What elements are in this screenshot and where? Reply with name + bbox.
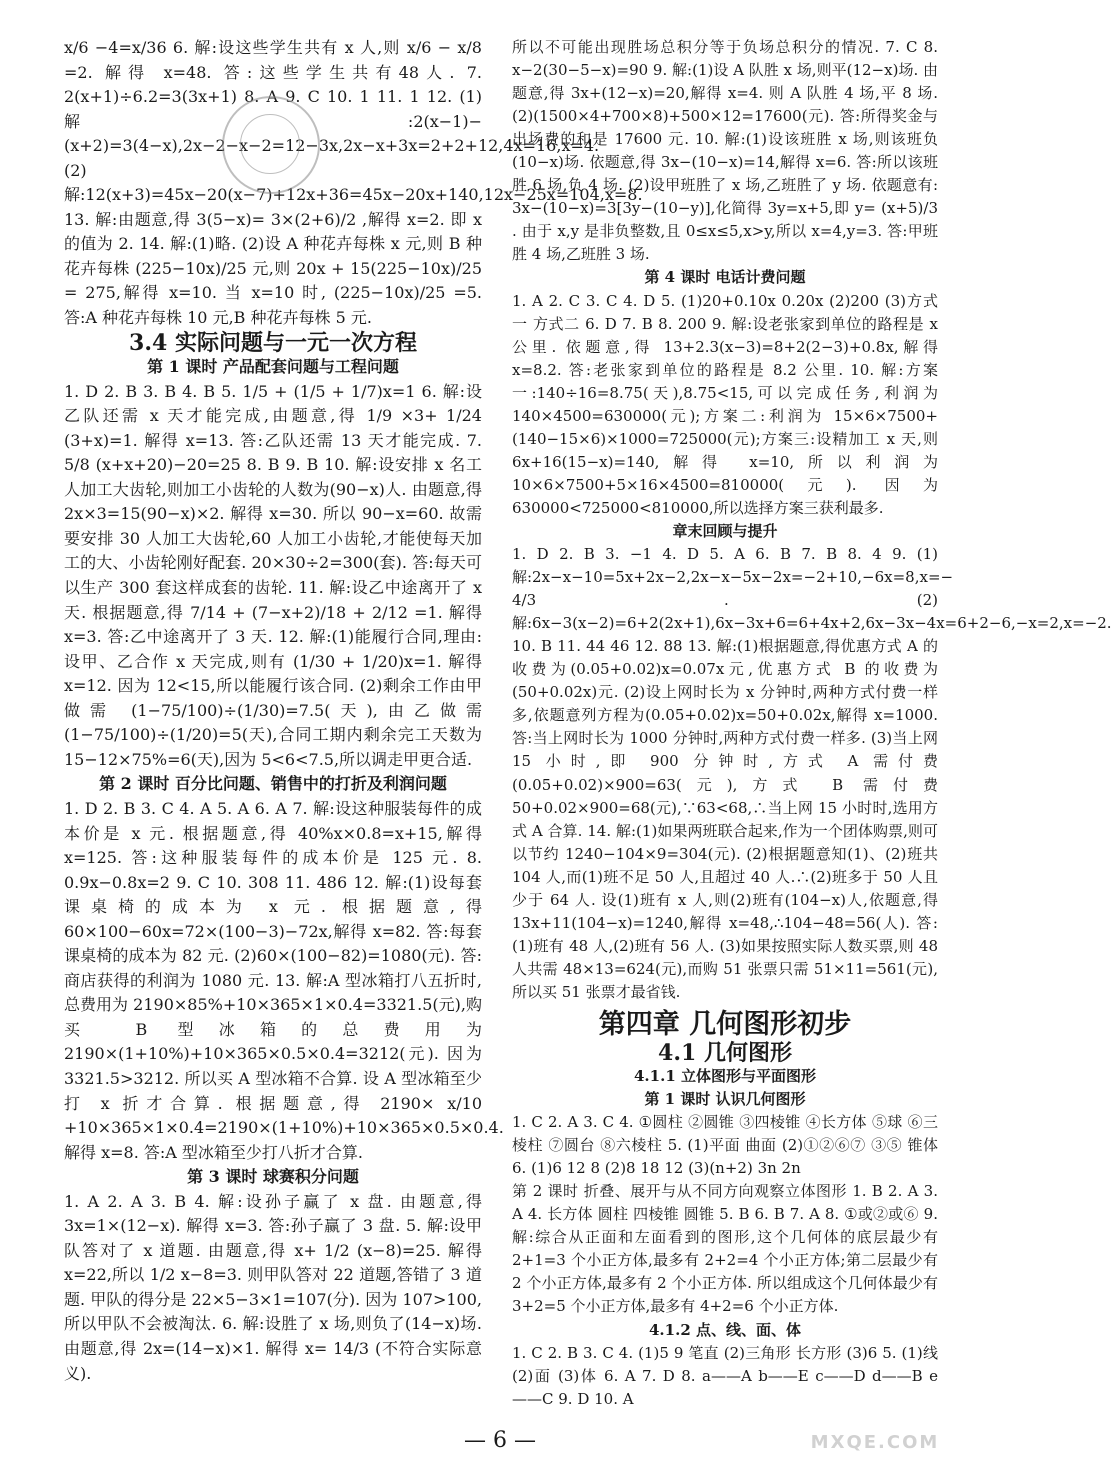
section-heading: 3.4 实际问题与一元一次方程	[129, 329, 417, 356]
left-column	[64, 36, 643, 1386]
stamp-seal	[222, 96, 320, 194]
chapter-heading: 第四章 几何图形初步	[598, 1008, 852, 1040]
section-heading: 4.1 几何图形	[658, 1039, 792, 1066]
answer-paragraph: 1. A 2. A 3. B 4. 解:设孙子赢了 x 盘. 由题意,得 3x=1×(12−x). 解得 x=3. 答:孙子赢了 3 盘. 5. 解:设甲队答对了 x 道题. 由题意,得 x+ 1/2 (x−8)=25. 解得 x=22,所以 1/2 x−8=3. 则甲队答对 22 道题,答错了 3 道题. 甲队的得分是 22×5−3×1=107(分). 因为 107>100,所以甲队不会被淘汰. 6. 解:设胜了 x 场,则负了(14−x)场. 由题意,得 2x=(14−x)×1. 解得 x= 14/3 (不符合实际意义).	[64, 1191, 482, 1383]
right-column	[512, 36, 1112, 1411]
lesson-heading: 第 1 课时 认识几何图形	[644, 1090, 806, 1109]
lesson-heading: 4.1.2 点、线、面、体	[649, 1320, 801, 1339]
answer-paragraph: 1. A 2. C 3. C 4. D 5. (1)20+0.10x 0.20x (2)200 (3)方式一 方式二 6. D 7. B 8. 200 9. 解:设老张家到单位的路程是 x 公里. 依题意,得 13+2.3(x−3)=8+2(2−3)+0.8x,解得 x=8.2. 答:老张家到单位的路程是 8.2 公里. 10. 解:方案一:140÷16=8.75(天),8.75<15,可以完成任务,利润为 140×4500=630000(元);方案二:利润为 15×6×7500+(140−15×6)×1000=725000(元);方案三:设精加工 x 天,则 6x+16(15−x)=140,解得 x=10,所以利润为 10×6×7500+5×16×4500=810000(元). 因为 630000<725000<810000,所以选择方案三获利最多.	[512, 291, 938, 517]
lesson-heading: 章末回顾与提升	[672, 521, 778, 540]
answer-paragraph: 1. D 2. B 3. C 4. A 5. A 6. A 7. 解:设这种服装每件的成本价是 x 元. 根据题意,得 40%x×0.8=x+15,解得 x=125. 答:这种服装每件的成本价是 125 元. 8. 0.9x−0.8x=2 9. C 10. 308 11. 486 12. 解:(1)设每套课桌椅的成本为 x 元. 根据题意,得 60×100−60x=72×(100−3)−72x,解得 x=82. 答:每套课桌椅的成本为 82 元. (2)60×(100−82)=1080(元). 答:商店获得的利润为 1080 元. 13. 解:A 型冰箱打八五折时,总费用为 2190×85%+10×365×1×0.4=3321.5(元),购买 B 型冰箱的总费用为 2190×(1+10%)+10×365×0.5×0.4=3212(元). 因为 3321.5>3212. 所以买 A 型冰箱不合算. 设 A 型冰箱至少打 x 折才合算. 根据题意,得 2190× x/10 +10×365×1×0.4=2190×(1+10%)+10×365×0.5×0.4. 解得 x=8. 答:A 型冰箱至少打八折才合算.	[64, 798, 504, 1162]
answer-paragraph: 1. D 2. B 3. B 4. B 5. 1/5 + (1/5 + 1/7)x=1 6. 解:设乙队还需 x 天才能完成,由题意,得 1/9 ×3+ 1/24 (3+x)=1. 解得 x=13. 答:乙队还需 13 天才能完成. 7. 5/8 (x+x+20)−20=25 8. B 9. B 10. 解:设安排 x 名工人加工大齿轮,则加工小齿轮的人数为(90−x)人. 由题意,得 2x×3=15(90−x)×2. 解得 x=30. 所以 90−x=60. 故需要安排 30 人加工大齿轮,60 人加工小齿轮,才能使每天加工的大、小齿轮刚好配套. 20×30÷2=300(套). 答:每天可以生产 300 套这样成套的齿轮. 11. 解:设乙中途离开了 x 天. 根据题意,得 7/14 + (7−x+2)/18 + 2/12 =1. 解得 x=3. 答:乙中途离开了 3 天. 12. 解:(1)能履行合同,理由:设甲、乙合作 x 天完成,则有 (1/30 + 1/20)x=1. 解得 x=12. 因为 12<15,所以能履行该合同. (2)剩余工作由甲做需 (1−75/100)÷(1/30)=7.5(天),由乙做需 (1−75/100)÷(1/20)=5(天),合同工期内剩余完工天数为 15−12×75%=6(天),因为 5<6<7.5,所以调走甲更合适.	[64, 381, 482, 769]
watermark-url: MXQE.COM	[810, 1432, 940, 1453]
answer-paragraph: 1. C 2. B 3. C 4. (1)5 9 笔直 (2)三角形 长方形 (3)6 5. (1)线 (2)面 (3)体 6. A 7. D 8. a——A b——E c——D d——B e——C 9. D 10. A	[512, 1343, 938, 1408]
lesson-heading: 第 1 课时 产品配套问题与工程问题	[147, 357, 399, 377]
lesson-heading: 4.1.1 立体图形与平面图形	[634, 1067, 816, 1086]
answer-paragraph: 13. 解:由题意,得 3(5−x)= 3×(2+6)/2 ,解得 x=2. 即 x 的值为 2. 14. 解:(1)略. (2)设 A 种花卉每株 x 元,则 B 种花卉每株 (225−10x)/25 元,则 20x + 15(225−10x)/25 = 275,解得 x=10. 当 x=10 时, (225−10x)/25 =5. 答:A 种花卉每株 10 元,B 种花卉每株 5 元.	[64, 209, 482, 328]
lesson-heading: 第 3 课时 球赛积分问题	[187, 1167, 359, 1187]
answer-paragraph: x/6 −4=x/36 6. 解:设这些学生共有 x 人,则 x/6 − x/8 =2. 解得 x=48. 答:这些学生共有48人. 7. 2(x+1)÷6.2=3(3x+1) 8. A 9. C 10. 1 11. 1 12. (1)解:2(x−1)−(x+2)=3(4−x),2x−2−x−2=12−3x,2x−x+3x=2+2+12,4x=16,x=4. (2)解:12(x+3)=45x−20(x−7)+12x+36=45x−20x+140,12x−25x=104,x=8.	[64, 38, 643, 205]
answer-paragraph: 第 2 课时 折叠、展开与从不同方向观察立体图形 1. B 2. A 3. A 4. 长方体 圆柱 四棱锥 圆锥 5. B 6. B 7. A 8. ①或②或⑥ 9. 解:综合从正面和左面看到的图形,这个几何体的底层最少有 2+1=3 个小正方体,最多有 2+2=4 个小正方体;第二层最少有 2 个小正方体,最多有 2 个小正方体. 所以组成这个几何体最少有 3+2=5 个小正方体,最多有 4+2=6 个小正方体.	[512, 1182, 938, 1316]
answer-paragraph: 1. C 2. A 3. C 4. ①圆柱 ②圆锥 ③四棱锥 ④长方体 ⑤球 ⑥三棱柱 ⑦圆台 ⑧六棱柱 5. (1)平面 曲面 (2)①②⑥⑦ ③⑤ 锥体 6. (1)6 12 8 (2)8 18 12 (3)(n+2) 3n 2n	[512, 1113, 938, 1178]
page-number: — 6 —	[464, 1428, 536, 1453]
lesson-heading: 第 4 课时 电话计费问题	[644, 268, 806, 287]
answer-paragraph: 1. D 2. B 3. −1 4. D 5. A 6. B 7. B 8. 4 9. (1)解:2x−x−10=5x+2x−2,2x−x−5x−2x=−2+10,−6x=8,x=− 4/3 . (2)解:6x−3(x−2)=6+2(2x+1),6x−3x+6=6+4x+2,6x−3x−4x=6+2−6,−x=2,x=−2. 10. B 11. 44 46 12. 88 13. 解:(1)根据题意,得优惠方式 A 的收费为(0.05+0.02)x=0.07x元,优惠方式 B 的收费为(50+0.02x)元. (2)设上网时长为 x 分钟时,两种方式付费一样多,依题意列方程为(0.05+0.02)x=50+0.02x,解得 x=1000. 答:当上网时长为 1000 分钟时,两种方式付费一样多. (3)当上网 15 小时,即 900 分钟时,方式 A 需付费(0.05+0.02)×900=63(元),方式 B 需付费 50+0.02×900=68(元),∵63<68,∴当上网 15 小时时,选用方式 A 合算. 14. 解:(1)如果两班联合起来,作为一个团体购票,则可以节约 1240−104×9=304(元). (2)根据题意知(1)、(2)班共 104 人,而(1)班不足 50 人,且超过 40 人.∴(2)班多于 50 人且少于 64 人. 设(1)班有 x 人,则(2)班有(104−x)人,依题意,得 13x+11(104−x)=1240,解得 x=48,∴104−48=56(人). 答:(1)班有 48 人,(2)班有 56 人. (3)如果按照实际人数买票,则 48 人共需 48×13=624(元),而购 51 张票只需 51×11=561(元),所以买 51 张票才最省钱.	[512, 545, 1112, 1001]
stamp-inner-ring	[240, 114, 300, 174]
lesson-heading: 第 2 课时 百分比问题、销售中的打折及利润问题	[99, 774, 447, 794]
answer-paragraph: 所以不可能出现胜场总积分等于负场总积分的情况. 7. C 8. x−2(30−5−x)=90 9. 解:(1)设 A 队胜 x 场,则平(12−x)场. 由题意,得 3x+(12−x)=20,解得 x=4. 则 A 队胜 4 场,平 8 场. (2)(1500×4+700×8)+500×12=17600(元). 答:所得奖金与出场费的和是 17600 元. 10. 解:(1)设该班胜 x 场,则该班负(10−x)场. 依题意,得 3x−(10−x)=14,解得 x=6. 答:所以该班胜 6 场,负 4 场. (2)设甲班胜了 x 场,乙班胜了 y 场. 依题意有: 3x−(10−x)=3[3y−(10−y)],化简得 3y=x+5,即 y= (x+5)/3 . 由于 x,y 是非负整数,且 0≤x≤5,x>y,所以 x=4,y=3. 答:甲班胜 4 场,乙班胜 3 场.	[512, 38, 938, 264]
watermark-logo	[760, 1388, 990, 1458]
